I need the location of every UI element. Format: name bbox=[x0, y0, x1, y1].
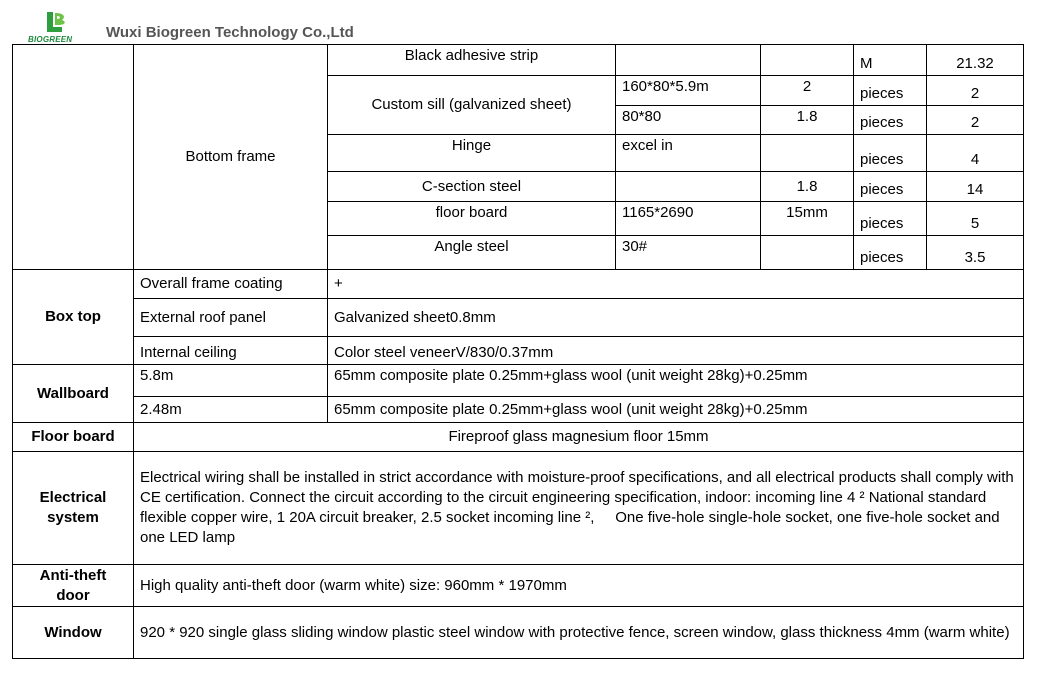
unit-cell: M bbox=[854, 45, 927, 76]
qty-cell: 21.32 bbox=[927, 45, 1024, 76]
value-cell: 65mm composite plate 0.25mm+glass wool (unit weight 28kg)+0.25mm bbox=[328, 397, 1024, 423]
qty-cell: 3.5 bbox=[927, 236, 1024, 270]
table-row bbox=[13, 299, 1024, 337]
specification-table bbox=[12, 44, 1024, 659]
value-cell: Fireproof glass magnesium floor 15mm bbox=[134, 423, 1024, 452]
size-cell: 15mm bbox=[761, 202, 854, 236]
category-floor-board: Floor board bbox=[13, 423, 134, 452]
empty-category-cell bbox=[13, 45, 134, 270]
value-cell: 65mm composite plate 0.25mm+glass wool (unit weight 28kg)+0.25mm bbox=[328, 365, 1024, 397]
size-cell bbox=[761, 45, 854, 76]
table-row bbox=[13, 337, 1024, 365]
item-cell: Internal ceiling bbox=[134, 337, 328, 365]
logo-text: BIOGREEN bbox=[28, 35, 73, 44]
unit-cell: pieces bbox=[854, 202, 927, 236]
item-cell: 5.8m bbox=[134, 365, 328, 397]
unit-cell: pieces bbox=[854, 236, 927, 270]
item-cell: Overall frame coating bbox=[134, 270, 328, 299]
category-window: Window bbox=[13, 607, 134, 659]
item-cell: floor board bbox=[328, 202, 616, 236]
value-cell: Galvanized sheet0.8mm bbox=[328, 299, 1024, 337]
group-label-bottom-frame: Bottom frame bbox=[134, 45, 328, 270]
size-cell: 2 bbox=[761, 76, 854, 106]
spec-cell: 1165*2690 bbox=[616, 202, 761, 236]
qty-cell: 14 bbox=[927, 172, 1024, 202]
category-label-line: door bbox=[56, 586, 90, 604]
company-name: Wuxi Biogreen Technology Co.,Ltd bbox=[106, 24, 354, 41]
table-row bbox=[13, 45, 1024, 76]
document-header bbox=[0, 0, 1040, 44]
qty-cell: 2 bbox=[927, 106, 1024, 135]
category-wallboard: Wallboard bbox=[13, 365, 134, 423]
item-cell: Black adhesive strip bbox=[328, 45, 616, 76]
spec-cell: 80*80 bbox=[616, 106, 761, 135]
unit-cell: pieces bbox=[854, 135, 927, 172]
category-box-top: Box top bbox=[13, 270, 134, 365]
size-cell: 1.8 bbox=[761, 106, 854, 135]
size-cell bbox=[761, 236, 854, 270]
category-anti-theft-door bbox=[13, 565, 134, 607]
category-label-line: system bbox=[47, 509, 99, 526]
spec-cell bbox=[616, 45, 761, 76]
spec-cell: 160*80*5.9m bbox=[616, 76, 761, 106]
unit-cell: pieces bbox=[854, 106, 927, 135]
item-cell: Hinge bbox=[328, 135, 616, 172]
qty-cell: 5 bbox=[927, 202, 1024, 236]
company-logo bbox=[28, 10, 88, 44]
category-label-line: Electrical bbox=[39, 489, 107, 506]
size-cell: 1.8 bbox=[761, 172, 854, 202]
value-cell: High quality anti-theft door (warm white) size: 960mm * 1970mm bbox=[134, 565, 1024, 607]
item-cell: Angle steel bbox=[328, 236, 616, 270]
table-row bbox=[13, 452, 1024, 565]
table-row bbox=[13, 397, 1024, 423]
value-cell: 920 * 920 single glass sliding window plastic steel window with protective fence, screen window, glass thickness 4mm (warm white) bbox=[134, 607, 1024, 659]
value-cell: Color steel veneerV/830/0.37mm bbox=[328, 337, 1024, 365]
unit-cell: pieces bbox=[854, 76, 927, 106]
size-cell bbox=[761, 135, 854, 172]
category-electrical-system bbox=[13, 452, 134, 565]
spec-cell: 30# bbox=[616, 236, 761, 270]
table-row bbox=[13, 365, 1024, 397]
category-label-line: Anti-theft bbox=[39, 566, 107, 584]
qty-cell: 4 bbox=[927, 135, 1024, 172]
table-row bbox=[13, 607, 1024, 659]
item-cell: 2.48m bbox=[134, 397, 328, 423]
biogreen-logo-icon bbox=[44, 10, 70, 34]
table-row bbox=[13, 423, 1024, 452]
item-cell: External roof panel bbox=[134, 299, 328, 337]
value-cell: + bbox=[328, 270, 1024, 299]
item-cell: Custom sill (galvanized sheet) bbox=[328, 76, 616, 135]
spec-cell bbox=[616, 172, 761, 202]
qty-cell: 2 bbox=[927, 76, 1024, 106]
item-cell: C-section steel bbox=[328, 172, 616, 202]
spec-cell: excel in bbox=[616, 135, 761, 172]
unit-cell: pieces bbox=[854, 172, 927, 202]
table-row bbox=[13, 565, 1024, 607]
table-row bbox=[13, 270, 1024, 299]
value-cell: Electrical wiring shall be installed in strict accordance with moisture-proof specifications, and all electrical products shall comply with CE certification. Connect the circuit according to the circuit engineering specification, indoor: incoming line 4 ² National standard flexible copper wire, 1 20A circuit breaker, 2.5 socket incoming line ², One five-hole single-hole socket, one five-hole socket and one LED lamp bbox=[134, 452, 1024, 565]
